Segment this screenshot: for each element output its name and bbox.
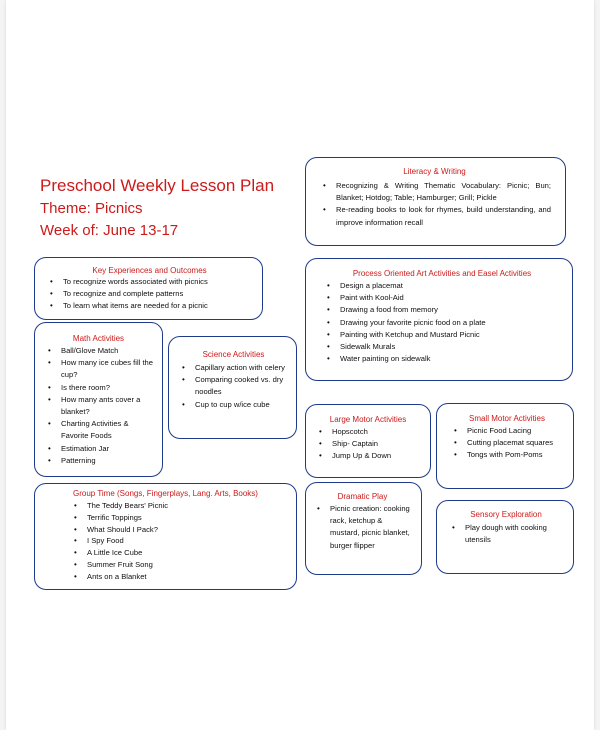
list-item: • Patterning (43, 455, 154, 467)
list-item: • Ball/Glove Match (43, 345, 154, 357)
art-activities-box (305, 258, 573, 381)
list-item: • Paint with Kool-Aid (322, 292, 562, 304)
list-item: • Capillary action with celery (177, 362, 290, 374)
list-item: • To learn what items are needed for a picnic (45, 300, 254, 312)
list-item: • Ship- Captain (314, 438, 422, 450)
list-item: • Tongs with Pom-Poms (449, 449, 565, 461)
list-item: • Jump Up & Down (314, 450, 422, 462)
document-page (6, 0, 594, 730)
key-experiences-heading: Key Experiences and Outcomes (92, 266, 207, 275)
science-activities-box (168, 336, 297, 439)
list-item: • The Teddy Bears' Picnic (69, 500, 288, 512)
art-activities-list (322, 280, 562, 365)
list-item: • How many ice cubes fill the cup? (43, 357, 154, 381)
list-item: • Drawing your favorite picnic food on a plate (322, 317, 562, 329)
large-motor-list (314, 426, 422, 463)
list-item: • Recognizing & Writing Thematic Vocabulary: Picnic; Bun; Blanket; Hotdog; Table; Hamburger; Grill; Pickle (318, 180, 551, 204)
large-motor-box (305, 404, 431, 478)
art-activities-heading: Process Oriented Art Activities and Easel Activities (352, 269, 532, 278)
list-item: • What Should I Pack? (69, 524, 288, 536)
list-item: • I Spy Food (69, 535, 288, 547)
list-item: • To recognize words associated with picnics (45, 276, 254, 288)
list-item: • Is there room? (43, 382, 154, 394)
list-item: • To recognize and complete patterns (45, 288, 254, 300)
list-item: • Hopscotch (314, 426, 422, 438)
dramatic-play-list (312, 503, 413, 552)
title-block (40, 174, 274, 242)
math-activities-heading: Math Activities (72, 334, 125, 343)
key-experiences-list (45, 276, 254, 313)
science-activities-list (177, 362, 290, 411)
list-item: • Comparing cooked vs. dry noodles (177, 374, 290, 398)
sensory-exploration-heading: Sensory Exploration (470, 510, 542, 519)
list-item: • Summer Fruit Song (69, 559, 288, 571)
small-motor-box (436, 403, 574, 489)
list-item: • A Little Ice Cube (69, 547, 288, 559)
group-time-heading: Group Time (Songs, Fingerplays, Lang. Arts, Books) (73, 489, 258, 498)
dramatic-play-box (305, 482, 422, 575)
theme-line: Theme: Picnics (40, 200, 143, 217)
list-item: • Charting Activities & Favorite Foods (43, 418, 154, 442)
group-time-list (69, 500, 288, 583)
list-item: • Cup to cup w/ice cube (177, 399, 290, 411)
key-experiences-box (34, 257, 263, 320)
math-activities-box (34, 322, 163, 477)
list-item: • Design a placemat (322, 280, 562, 292)
small-motor-list (449, 425, 565, 462)
literacy-writing-list (318, 180, 551, 229)
list-item: • Play dough with cooking utensils (447, 522, 565, 546)
list-item: • Drawing a food from memory (322, 304, 562, 316)
list-item: • How many ants cover a blanket? (43, 394, 154, 418)
small-motor-heading: Small Motor Activities (468, 414, 546, 423)
list-item: • Painting with Ketchup and Mustard Picnic (322, 329, 562, 341)
literacy-writing-heading: Literacy & Writing (403, 167, 466, 176)
list-item: • Estimation Jar (43, 443, 154, 455)
list-item: • Water painting on sidewalk (322, 353, 562, 365)
large-motor-heading: Large Motor Activities (329, 415, 407, 424)
list-item: • Picnic Food Lacing (449, 425, 565, 437)
week-line: Week of: June 13-17 (40, 222, 179, 239)
math-activities-list (43, 345, 154, 467)
sensory-exploration-list (447, 522, 565, 546)
list-item: • Sidewalk Murals (322, 341, 562, 353)
group-time-box (34, 483, 297, 590)
page-title: Preschool Weekly Lesson Plan (40, 176, 275, 195)
list-item: • Terrific Toppings (69, 512, 288, 524)
list-item: • Picnic creation: cooking rack, ketchup & mustard, picnic blanket, burger flipper (312, 503, 413, 552)
list-item: • Re-reading books to look for rhymes, build understanding, and improve information recall (318, 204, 551, 228)
dramatic-play-heading: Dramatic Play (337, 492, 388, 501)
list-item: • Ants on a Blanket (69, 571, 288, 583)
literacy-writing-box (305, 157, 566, 246)
list-item: • Cutting placemat squares (449, 437, 565, 449)
science-activities-heading: Science Activities (202, 350, 265, 359)
sensory-exploration-box (436, 500, 574, 574)
